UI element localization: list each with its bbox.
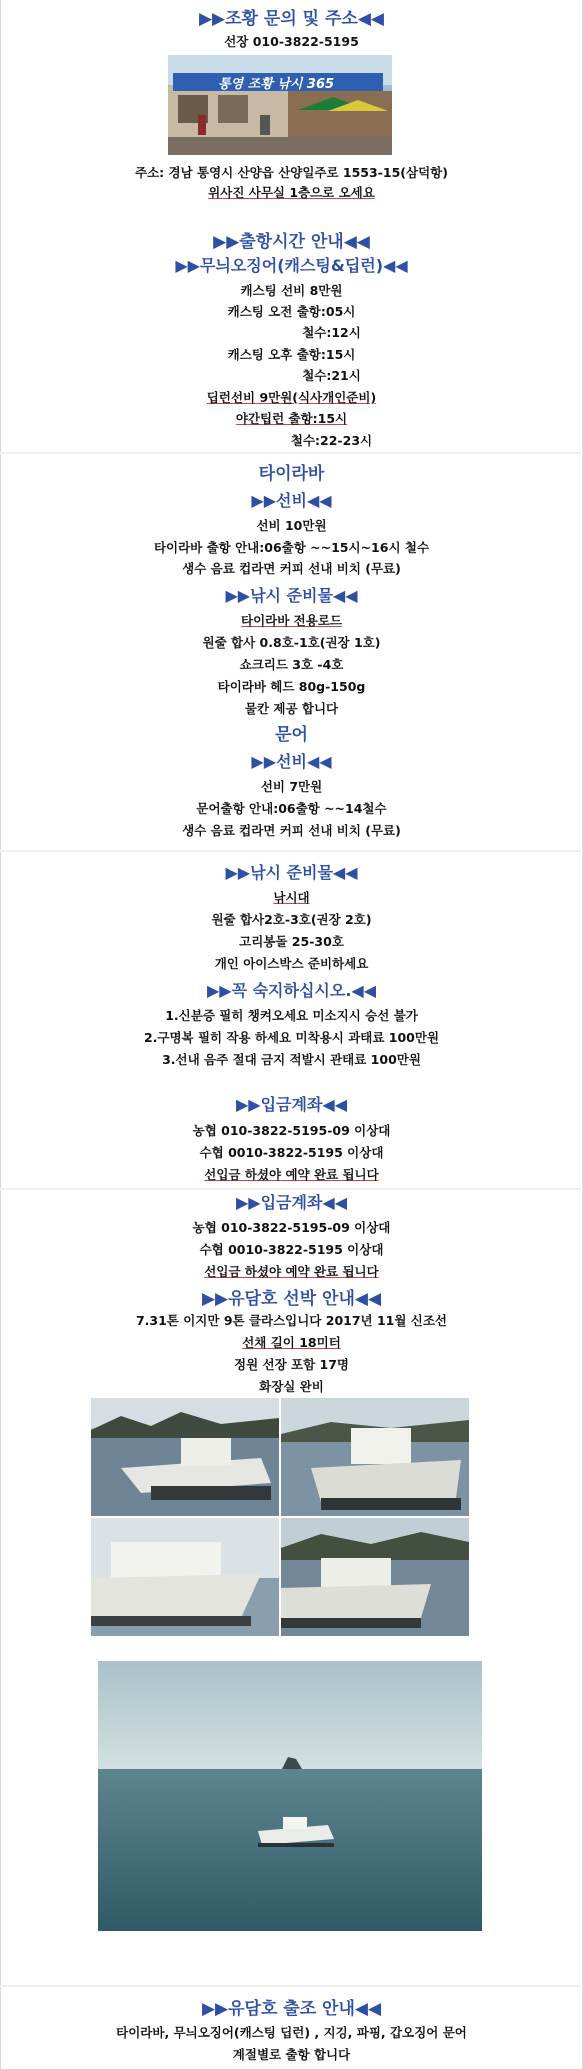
boat-line: 7.31톤 이지만 9톤 클라스입니다 2017년 11월 신조선 <box>135 1313 448 1328</box>
page-break <box>0 850 583 852</box>
contact-phone: 선장 010-3822-5195 <box>224 34 359 49</box>
contact-title: ▶▶조황 문의 및 주소◀◀ <box>198 9 384 29</box>
tairaba-prep-line: 쇼크리드 3호 -4호 <box>239 657 344 672</box>
account-line: 선입금 하셨야 예약 완료 됩니다 <box>204 1167 379 1182</box>
contact-address: 주소: 경남 통영시 산양읍 산양일주로 1553-15(삼덕항) <box>135 165 448 180</box>
tairaba-prep-title: ▶▶낚시 준비물◀◀ <box>225 586 358 605</box>
octopus-prep-line: 낚시대 <box>273 890 310 905</box>
departure-line: 야간팁런 출항:15시 <box>235 411 348 426</box>
departure-line: 캐스팅 오후 출항:15시 <box>227 347 356 362</box>
account-title: ▶▶입금계좌◀◀ <box>235 1193 348 1212</box>
boat-photo <box>91 1518 279 1636</box>
octopus-prep-title: ▶▶낚시 준비물◀◀ <box>225 863 358 882</box>
account-line: 농협 010-3822-5195-09 이상대 <box>192 1220 391 1235</box>
octopus-fee-line: 생수 음료 컵라면 커피 선내 비치 (무료) <box>182 823 401 838</box>
office-sign-text: 통영 조황 낚시 365 <box>218 77 335 92</box>
rules-line: 3.선내 음주 절대 금지 적발시 관태료 100만원 <box>162 1052 421 1067</box>
account-line: 수협 0010-3822-5195 이상대 <box>199 1242 384 1257</box>
departure-line: 캐스팅 오전 출항:05시 <box>227 304 356 319</box>
trips-line: 계절별로 출항 합니다 <box>232 2047 351 2062</box>
boat-line: 선채 길이 18미터 <box>242 1335 341 1350</box>
trips-title: ▶▶유담호 출조 안내◀◀ <box>201 1999 382 2019</box>
tairaba-prep-line: 물칸 제공 합니다 <box>244 701 339 716</box>
octopus-prep-line: 고리봉돌 25-30호 <box>239 934 344 949</box>
departure-line: 딥런선비 9만원(식사개인준비) <box>206 390 377 405</box>
office-photo <box>168 55 392 155</box>
boat-photo <box>281 1518 469 1636</box>
tairaba-fee-title: ▶▶선비◀◀ <box>251 491 332 510</box>
rules-line: 2.구명복 필히 작용 하세요 미착용시 과태료 100만원 <box>143 1030 440 1045</box>
tairaba-prep-line: 원줄 합사 0.8호-1호(권장 1호) <box>202 635 381 650</box>
boat-line: 화장실 완비 <box>259 1379 324 1394</box>
tairaba-prep-line: 타이라바 전용로드 <box>241 613 342 628</box>
account-line: 선입금 하셨야 예약 완료 됩니다 <box>204 1264 379 1279</box>
departure-line: 철수:12시 <box>302 325 361 340</box>
trips-line: 타이라바, 무늬오징어(캐스팅 딥런) , 지깅, 파핑, 갑오징어 문어 <box>116 2025 467 2040</box>
boat-line: 정원 선장 포함 17명 <box>234 1357 349 1372</box>
tairaba-fee-line: 생수 음료 컵라면 커피 선내 비치 (무료) <box>182 561 401 576</box>
boat-photo <box>281 1398 469 1516</box>
tairaba-fee-line: 선비 10만원 <box>256 518 327 533</box>
octopus-fee-line: 선비 7만원 <box>260 779 323 794</box>
octopus-prep-line: 개인 아이스박스 준비하세요 <box>214 956 369 971</box>
contact-office-note: 위사진 사무실 1층으로 오세요 <box>208 185 375 200</box>
tairaba-fee-line: 타이라바 출항 안내:06출항 ~~15시~16시 철수 <box>153 540 430 555</box>
page-break <box>0 452 583 454</box>
departure-line: 캐스팅 선비 8만원 <box>240 283 343 298</box>
departure-line: 철수:21시 <box>302 368 361 383</box>
departure-line: 철수:22-23시 <box>290 433 373 448</box>
boat-photo <box>91 1398 279 1516</box>
rules-line: 1.신분증 필히 챙켜오세요 미소지시 승선 불가 <box>165 1008 418 1023</box>
octopus-fee-line: 문어출항 안내:06출항 ~~14철수 <box>196 801 387 816</box>
tairaba-prep-line: 타이라바 헤드 80g-150g <box>217 679 366 694</box>
octopus-fee-title: ▶▶선비◀◀ <box>251 752 332 771</box>
tairaba-title: 타이라바 <box>258 464 325 484</box>
departure-title: ▶▶출항시간 안내◀◀ <box>213 232 370 252</box>
account-title: ▶▶입금계좌◀◀ <box>235 1095 348 1114</box>
octopus-prep-line: 원줄 합사2호-3호(권장 2호) <box>211 912 372 927</box>
octopus-title: 문어 <box>275 725 308 745</box>
squid-title: ▶▶무늬오징어(캐스팅&딥런)◀◀ <box>175 256 408 275</box>
account-line: 수협 0010-3822-5195 이상대 <box>199 1145 384 1160</box>
account-line: 농협 010-3822-5195-09 이상대 <box>192 1123 391 1138</box>
rules-title: ▶▶꼭 숙지하십시오.◀◀ <box>206 981 377 1000</box>
page-break <box>0 1985 583 1987</box>
boat-title: ▶▶유담호 선박 안내◀◀ <box>201 1289 382 1309</box>
sea-photo <box>98 1661 482 1931</box>
